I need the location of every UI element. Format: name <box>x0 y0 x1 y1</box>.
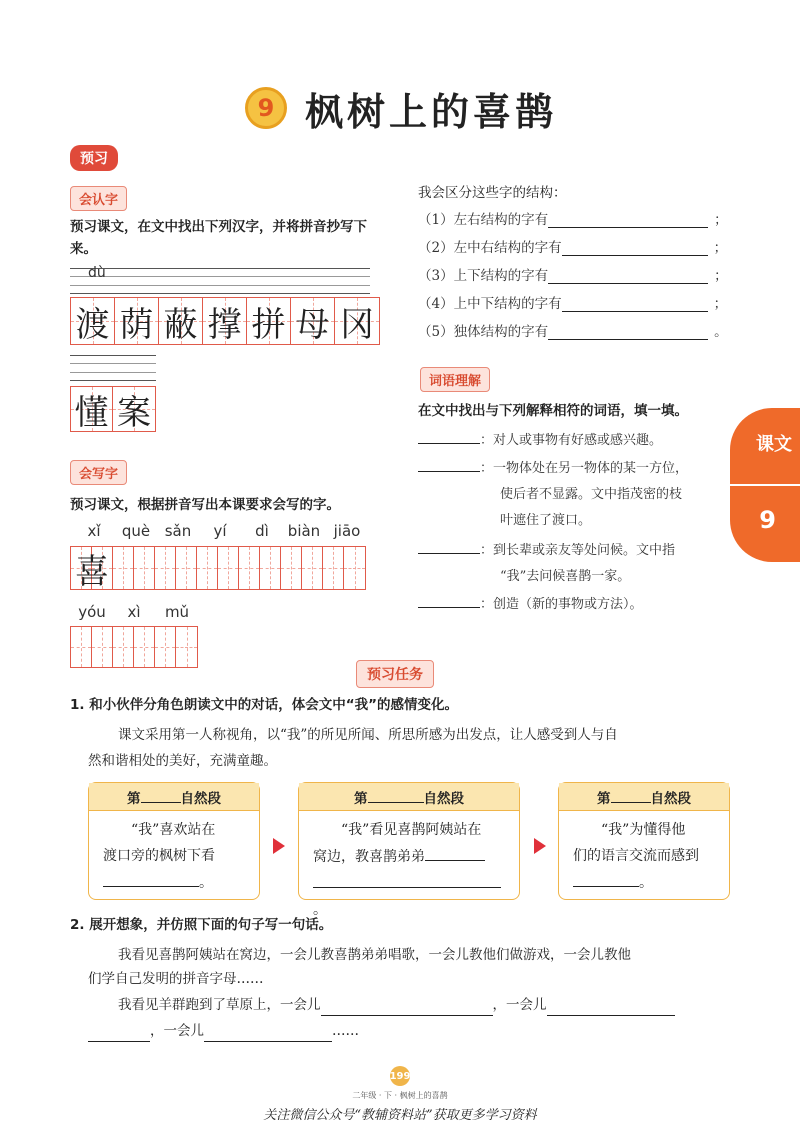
write-cell[interactable] <box>302 547 323 589</box>
page-number: 199 <box>390 1066 410 1086</box>
write-badge: 会写字 <box>70 460 127 485</box>
flow-box-header: 第 自然段 <box>299 783 519 811</box>
structure-item: （4）上中下结构的字有 ； <box>418 296 728 312</box>
answer-blank[interactable] <box>204 1024 332 1042</box>
answer-blank[interactable] <box>573 869 639 887</box>
task1-question: 1. 和小伙伴分角色朗读文中的对话，体会文中“我”的感情变化。 <box>70 697 458 713</box>
side-tab-number: 9 <box>759 506 776 534</box>
tasks-badge: 预习任务 <box>356 660 434 688</box>
recognize-grid-row2 <box>70 386 156 432</box>
task2-question: 2. 展开想象，并仿照下面的句子写一句话。 <box>70 917 333 933</box>
structure-heading: 我会区分这些字的结构： <box>418 185 567 201</box>
write-cell[interactable]: 喜 <box>71 547 92 589</box>
write-cell[interactable] <box>197 547 218 589</box>
footer-watermark: 关注微信公众号“教辅资料站”获取更多学习资料 <box>263 1108 537 1123</box>
flow-box-body: “我”喜欢站在 渡口旁的枫树下看 。 <box>103 822 216 891</box>
answer-blank[interactable] <box>548 268 708 284</box>
vocab-instruction: 在文中找出与下列解释相符的词语，填一填。 <box>418 403 688 419</box>
answer-blank[interactable] <box>562 296 708 312</box>
pinyin-label: yí <box>213 522 227 540</box>
side-tab-label: 课文 <box>756 434 792 455</box>
task1-paragraph: 然和谐相处的美好，充满童趣。 <box>88 753 277 769</box>
write-cell[interactable] <box>155 627 176 667</box>
answer-blank[interactable] <box>548 324 708 340</box>
write-instruction: 预习课文，根据拼音写出本课要求会写的字。 <box>70 497 340 513</box>
page-title: 枫树上的喜鹊 <box>305 88 558 134</box>
answer-blank[interactable] <box>547 998 675 1016</box>
pinyin-label: dì <box>255 522 269 540</box>
pinyin-lines-row2 <box>70 355 156 381</box>
answer-blank[interactable] <box>548 212 708 228</box>
write-grid-row2 <box>70 626 198 668</box>
vocab-badge: 词语理解 <box>420 367 490 392</box>
pinyin-label: yóu <box>78 603 106 621</box>
write-cell[interactable] <box>92 627 113 667</box>
write-cell[interactable] <box>260 547 281 589</box>
task1-paragraph: 课文采用第一人称视角，以“我”的所见所闻、所思所感为出发点，让人感受到人与自 <box>118 727 618 743</box>
structure-item: （3）上下结构的字有 ； <box>418 268 728 284</box>
char-cell: 冈 <box>335 298 379 344</box>
answer-blank[interactable] <box>103 869 199 887</box>
footer-caption: 二年级 · 下 · 枫树上的喜鹊 <box>352 1091 448 1100</box>
vocab-item: ：对人或事物有好感或感兴趣。 <box>418 428 662 454</box>
char-cell: 荫 <box>115 298 159 344</box>
char-cell: 撑 <box>203 298 247 344</box>
pinyin-label: sǎn <box>164 522 192 540</box>
answer-blank[interactable] <box>611 791 651 803</box>
vocab-continuation: “我”去问候喜鹊一家。 <box>500 569 631 584</box>
pinyin-label: biàn <box>287 522 321 540</box>
task2-fill-line2: ，一会儿 …… <box>88 1020 359 1042</box>
task2-fill-line1: 我看见羊群跑到了草原上，一会儿 ，一会儿 <box>118 994 675 1016</box>
lesson-title <box>245 80 557 136</box>
pinyin-label: mǔ <box>164 603 190 621</box>
write-cell[interactable] <box>176 547 197 589</box>
vocab-item: ：一物体处在另一物体的某一方位， <box>418 456 688 482</box>
char-cell: 渡 <box>71 298 115 344</box>
write-cell[interactable] <box>281 547 302 589</box>
answer-blank[interactable] <box>418 594 480 608</box>
side-tab-divider <box>730 484 800 486</box>
structure-item: （5）独体结构的字有 。 <box>418 324 728 340</box>
char-cell: 母 <box>291 298 335 344</box>
char-cell: 拼 <box>247 298 291 344</box>
write-cell[interactable] <box>113 627 134 667</box>
write-cell[interactable] <box>113 547 134 589</box>
flow-box-header: 第 自然段 <box>89 783 259 811</box>
write-grid-row1 <box>70 546 366 590</box>
flow-box <box>558 782 730 900</box>
structure-item: （1）左右结构的字有 ； <box>418 212 728 228</box>
flow-box <box>88 782 260 900</box>
pinyin-label: xì <box>127 603 141 621</box>
answer-blank[interactable] <box>141 791 181 803</box>
arrow-right-icon <box>273 838 285 854</box>
recognize-grid-row1 <box>70 297 380 345</box>
preview-badge: 预习 <box>70 145 118 171</box>
answer-blank[interactable] <box>425 843 485 861</box>
arrow-right-icon <box>534 838 546 854</box>
flow-box-body: “我”为懂得他 们的语言交流而感到 。 <box>573 822 699 891</box>
flow-box <box>298 782 520 918</box>
write-cell[interactable] <box>344 547 365 589</box>
sample-pinyin: dù <box>88 265 106 281</box>
char-cell: 懂 <box>71 387 113 431</box>
write-cell[interactable] <box>155 547 176 589</box>
answer-blank[interactable] <box>313 870 501 888</box>
write-cell[interactable] <box>71 627 92 667</box>
answer-blank[interactable] <box>418 540 480 554</box>
vocab-continuation: 使后者不显露。文中指茂密的枝 <box>500 487 683 502</box>
recognize-badge: 会认字 <box>70 186 127 211</box>
write-cell[interactable] <box>323 547 344 589</box>
answer-blank[interactable] <box>418 430 480 444</box>
char-cell: 蔽 <box>159 298 203 344</box>
write-cell[interactable] <box>134 627 155 667</box>
pinyin-label: xǐ <box>87 522 101 540</box>
pinyin-lines-row1 <box>70 268 370 294</box>
write-cell[interactable] <box>218 547 239 589</box>
char-cell: 案 <box>113 387 155 431</box>
write-cell[interactable] <box>239 547 260 589</box>
write-cell[interactable] <box>176 627 197 667</box>
answer-blank[interactable] <box>88 1024 150 1042</box>
write-cell[interactable] <box>134 547 155 589</box>
flow-box-body: “我”看见喜鹊阿姨站在 窝边，教喜鹊弟弟 。 <box>299 811 519 923</box>
lesson-number-badge: 9 <box>245 87 287 129</box>
structure-item: （2）左中右结构的字有 ； <box>418 240 728 256</box>
answer-blank[interactable] <box>321 998 493 1016</box>
vocab-item: ：创造（新的事物或方法）。 <box>418 592 643 618</box>
task2-paragraph: 们学自己发明的拼音字母…… <box>88 971 264 987</box>
answer-blank[interactable] <box>368 791 424 803</box>
answer-blank[interactable] <box>562 240 708 256</box>
pinyin-label: jiāo <box>333 522 361 540</box>
flow-box-header: 第 自然段 <box>559 783 729 811</box>
vocab-item: ：到长辈或亲友等处问候。文中指 <box>418 538 675 564</box>
task2-paragraph: 我看见喜鹊阿姨站在窝边，一会儿教喜鹊弟弟唱歌，一会儿教他们做游戏，一会儿教他 <box>118 947 631 963</box>
answer-blank[interactable] <box>418 458 480 472</box>
pinyin-label: què <box>121 522 151 540</box>
vocab-continuation: 叶遮住了渡口。 <box>500 513 592 528</box>
recognize-instruction: 预习课文，在文中找出下列汉字，并将拼音抄写下来。 <box>70 219 367 257</box>
